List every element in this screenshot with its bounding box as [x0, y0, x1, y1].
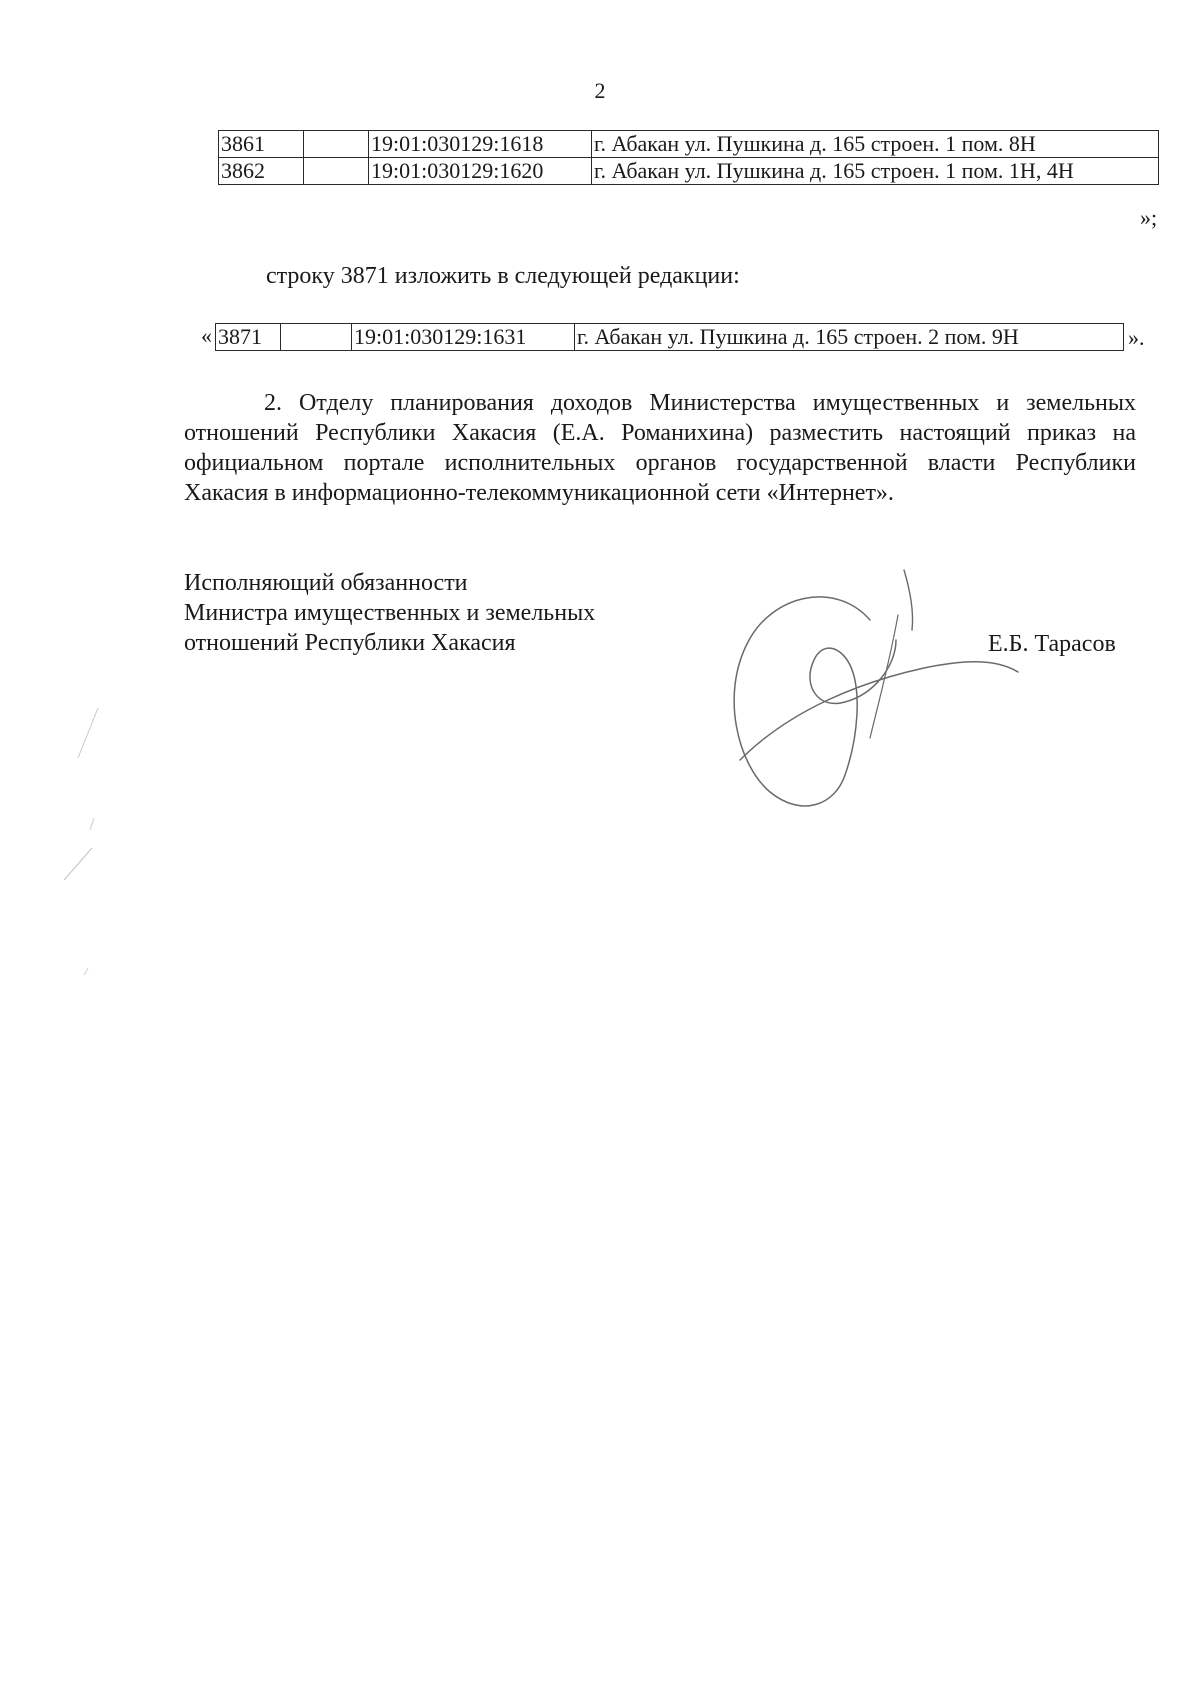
cadastral-number-cell: 19:01:030129:1620: [369, 158, 592, 185]
address-cell: г. Абакан ул. Пушкина д. 165 строен. 1 пом. 8Н: [592, 131, 1159, 158]
closing-quote-mark: »;: [1140, 205, 1158, 230]
handwritten-signature: [700, 560, 1030, 860]
opening-quote-mark: «: [201, 323, 212, 348]
address-cell: г. Абакан ул. Пушкина д. 165 строен. 2 пом. 9Н: [575, 324, 1124, 351]
empty-cell: [304, 131, 369, 158]
scan-artifact-marks: [50, 700, 110, 1020]
cadastral-number-cell: 19:01:030129:1631: [352, 324, 575, 351]
row-number-cell: 3871: [216, 324, 281, 351]
signer-name: Е.Б. Тарасов: [988, 631, 1116, 657]
address-cell: г. Абакан ул. Пушкина д. 165 строен. 1 пом. 1Н, 4Н: [592, 158, 1159, 185]
empty-cell: [304, 158, 369, 185]
signatory-title-line-1: Исполняющий обязанности: [184, 570, 468, 596]
row-number-cell: 3861: [219, 131, 304, 158]
table-row: [216, 324, 1124, 351]
paragraph-2: 2. Отделу планирования доходов Министерства имущественных и земельных отношений Республики Хакасия (Е.А. Романихина) разместить настоящий приказ на официальном портале исполнительных органов государственной власти Республики Хакасия в информационно-телекоммуникационной сети «Интернет».: [184, 390, 1136, 506]
cadastral-number-cell: 19:01:030129:1618: [369, 131, 592, 158]
signatory-title-line-3: отношений Республики Хакасия: [184, 630, 516, 656]
row-number-cell: 3862: [219, 158, 304, 185]
page-number: 2: [594, 78, 606, 103]
property-table-bottom: [215, 323, 1124, 351]
closing-quote-mark: ».: [1128, 325, 1145, 350]
table-row: [219, 131, 1159, 158]
signatory-title-line-2: Министра имущественных и земельных: [184, 600, 596, 626]
table-row: [219, 158, 1159, 185]
signatory-block: [184, 568, 595, 658]
property-table-top: [218, 130, 1159, 185]
empty-cell: [281, 324, 352, 351]
amendment-intro-line: строку 3871 изложить в следующей редакции:: [266, 263, 740, 289]
